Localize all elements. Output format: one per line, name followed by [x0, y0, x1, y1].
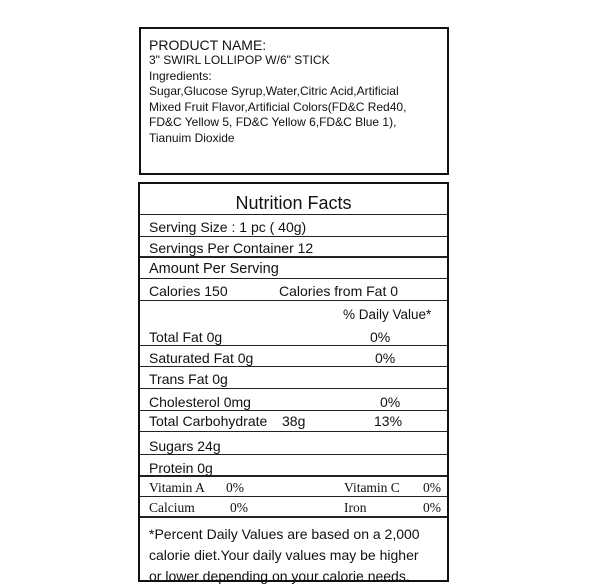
nutrient-row — [140, 367, 447, 389]
nutrient-label: Total Fat 0g — [149, 329, 223, 345]
nutrient-daily-value: 0% — [380, 394, 401, 410]
calories-from-fat: Calories from Fat 0 — [279, 283, 399, 299]
serving-size: Serving Size : 1 pc ( 40g) — [149, 219, 307, 235]
footnote-line: calorie diet.Your daily values may be higher — [149, 547, 419, 563]
ingredients-line: Tianuim Dioxide — [149, 130, 235, 145]
nutrient-label: Saturated Fat 0g — [149, 350, 254, 366]
vitamin-value: 0% — [226, 480, 244, 495]
servings-per-container-row — [140, 237, 447, 258]
vitamin-value: 0% — [230, 500, 248, 515]
calories-row — [140, 279, 447, 301]
vitamin-name: Vitamin A — [149, 480, 205, 495]
daily-value-header-row — [140, 301, 447, 323]
ingredients-label: Ingredients: — [149, 68, 212, 83]
vitamin-name: Calcium — [149, 500, 195, 515]
vitamin-name: Vitamin C — [344, 480, 400, 495]
daily-value-footnote — [140, 518, 447, 587]
nutrient-row — [140, 389, 447, 411]
product-info-box — [139, 27, 449, 175]
ingredients-line: Sugar,Glucose Syrup,Water,Citric Acid,Artificial — [149, 84, 399, 98]
nutrient-daily-value: 0% — [370, 329, 391, 345]
nutrient-row — [140, 432, 447, 455]
serving-size-row — [140, 215, 447, 237]
vitamin-value: 0% — [423, 500, 441, 515]
ingredients-line: FD&C Yellow 5, FD&C Yellow 6,FD&C Blue 1), — [149, 115, 397, 129]
nutrient-row — [140, 346, 447, 367]
nutrient-label: Cholesterol 0mg — [149, 394, 251, 410]
nutrient-row — [140, 411, 447, 432]
vitamin-row — [140, 497, 447, 518]
nutrient-daily-value: 0% — [375, 350, 396, 366]
vitamin-row — [140, 477, 447, 497]
daily-value-header: % Daily Value* — [343, 307, 432, 322]
nutrient-row — [140, 455, 447, 477]
nutrient-label: Total Carbohydrate — [149, 413, 268, 429]
nutrient-label: Sugars 24g — [149, 438, 221, 454]
servings-per-container: Servings Per Container 12 — [149, 240, 314, 256]
vitamin-value: 0% — [423, 480, 441, 495]
nutrient-amount: 38g — [282, 413, 306, 429]
product-name: 3" SWIRL LOLLIPOP W/6" STICK — [149, 53, 330, 67]
product-name-label: PRODUCT NAME: — [149, 37, 267, 53]
calories: Calories 150 — [149, 283, 228, 299]
footnote-line: *Percent Daily Values are based on a 2,000 — [149, 526, 420, 542]
nutrient-label: Protein 0g — [149, 460, 213, 476]
nutrition-facts-panel — [138, 182, 449, 582]
amount-per-serving-row — [140, 258, 447, 279]
amount-per-serving: Amount Per Serving — [149, 261, 279, 277]
vitamin-name: Iron — [344, 500, 367, 515]
ingredients-line: Mixed Fruit Flavor,Artificial Colors(FD&C Red40, — [149, 99, 407, 114]
nutrient-label: Trans Fat 0g — [149, 371, 228, 387]
nutrition-facts-title: Nutrition Facts — [140, 184, 447, 215]
nutrient-row — [140, 323, 447, 346]
nutrient-daily-value: 13% — [374, 413, 403, 429]
footnote-line: or lower depending on your calorie needs. — [149, 568, 410, 584]
